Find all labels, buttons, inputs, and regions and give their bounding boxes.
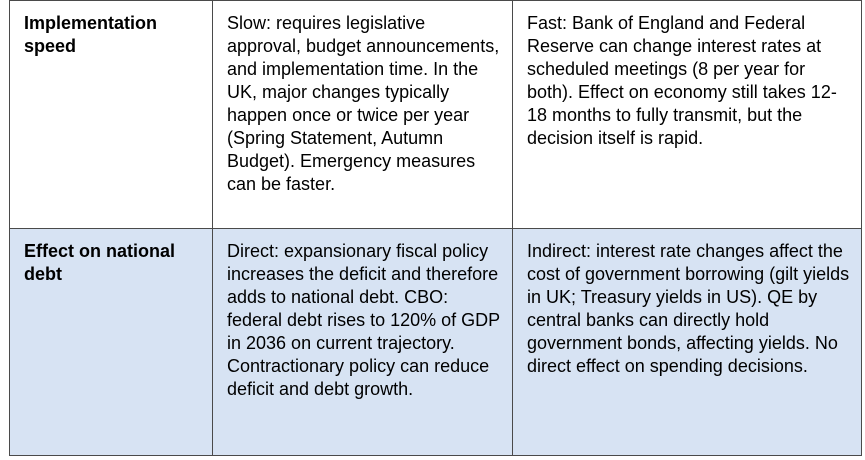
fiscal-policy-cell: Slow: requires legislative approval, budget announcements, and implementation time. In the UK, major changes typically happen once or twice per year (Spring Statement, Autumn Budget). Emergency measures can be faster. [213,1,513,229]
comparison-table [9,0,862,456]
fiscal-policy-cell: Direct: expansionary fiscal policy increases the deficit and therefore adds to national debt. CBO: federal debt rises to 120% of GDP in 2036 on current trajectory. Contractionary policy can reduce deficit and debt growth. [213,229,513,456]
monetary-policy-cell: Fast: Bank of England and Federal Reserve can change interest rates at scheduled meetings (8 per year for both). Effect on economy still takes 12-18 months to fully transmit, but the decision itself is rapid. [513,1,862,229]
row-label: Implementation speed [10,1,213,229]
table-row-implementation-speed [10,1,862,229]
row-label: Effect on national debt [10,229,213,456]
table-row-effect-on-national-debt [10,229,862,456]
monetary-policy-cell: Indirect: interest rate changes affect the cost of government borrowing (gilt yields in UK; Treasury yields in US). QE by central banks can directly hold government bonds, affecting yields. No direct effect on spending decisions. [513,229,862,456]
